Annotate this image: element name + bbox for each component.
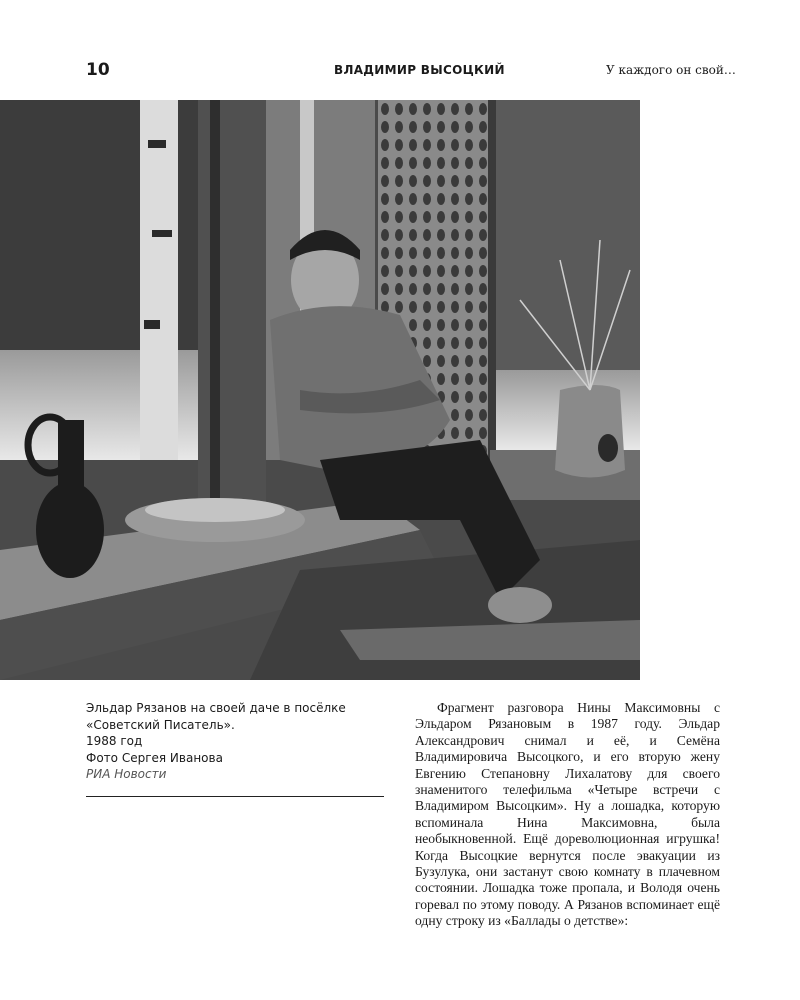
photo xyxy=(0,100,640,680)
caption-line1: Эльдар Рязанов на своей даче в посёлке xyxy=(86,701,346,715)
caption-credit: Фото Сергея Иванова xyxy=(86,750,223,765)
page-number: 10 xyxy=(86,60,110,80)
caption-line2: «Советский Писатель». xyxy=(86,717,235,732)
body-paragraph: Фрагмент разговора Нины Максимовны с Эльдаром Рязановым в 1987 году. Эльдар Александрович снимал и её, и Семёна Владимировича Высоцкого, и его вторую жену Евгению Степановну Лихалатову для своего знаменитого телефильма «Четыре встречи с Владимиром Высоцким». Ну а лошадка, которую вспоминала Нина Максимовна, была необыкновенной. Ещё дореволюционная игрушка! Когда Высоцкие вернутся после эвакуации из Бузулука, они застанут свою комнату в плачевном состоянии. Лошадка тоже пропала, и Володя очень горевал по этому поводу. А Рязанов вспоминает ещё одну строку из «Баллады о детстве»: xyxy=(415,700,720,929)
running-title: ВЛАДИМИР ВЫСОЦКИЙ xyxy=(334,63,505,77)
caption-divider xyxy=(86,796,384,797)
caption-year: 1988 год xyxy=(86,734,143,748)
photo-caption xyxy=(86,700,386,783)
page-header xyxy=(0,60,800,82)
section-title: У каждого он свой… xyxy=(606,63,736,77)
caption-source: РИА Новости xyxy=(86,767,167,781)
